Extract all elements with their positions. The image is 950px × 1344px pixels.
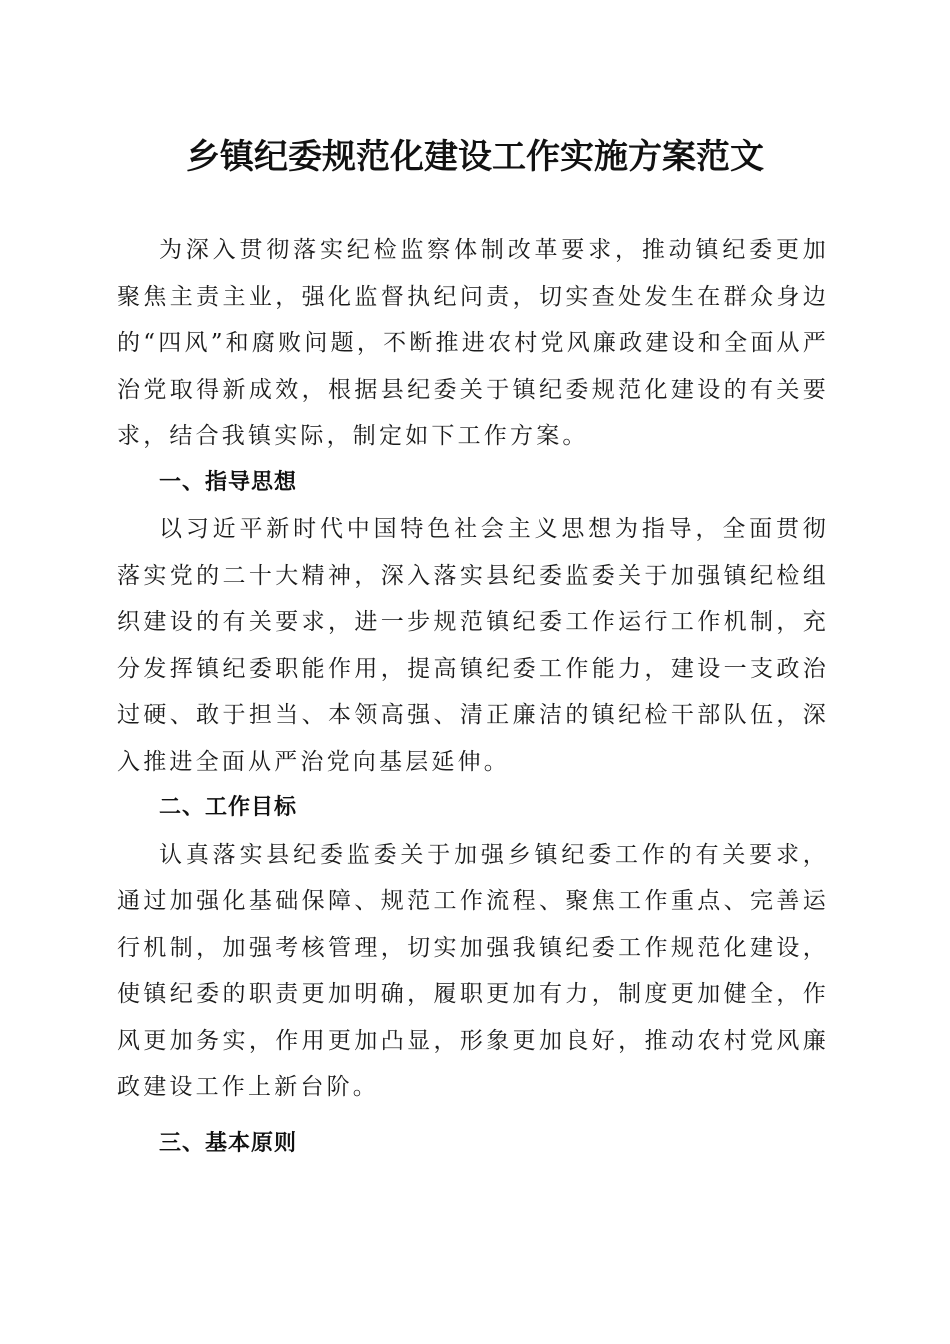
section-body-work-goals: 认真落实县纪委监委关于加强乡镇纪委工作的有关要求，通过加强化基础保障、规范工作流程、聚焦工作重点、完善运行机制，加强考核管理，切实加强我镇纪委工作规范化建设，使镇纪委的职责更加明确，履职更加有力，制度更加健全，作风更加务实，作用更加凸显，形象更加良好，推动农村党风廉政建设工作上新台阶。 — [117, 841, 829, 1100]
section-body-guiding-ideology: 以习近平新时代中国特色社会主义思想为指导，全面贯彻落实党的二十大精神，深入落实县纪委监委关于加强镇纪检组织建设的有关要求，进一步规范镇纪委工作运行工作机制，充分发挥镇纪委职能作用，提高镇纪委工作能力，建设一支政治过硬、敢于担当、本领高强、清正廉洁的镇纪检干部队伍，深入推进全面从严治党向基层延伸。 — [117, 516, 829, 775]
section-heading-work-goals: 二、工作目标 — [159, 795, 298, 820]
document-title: 乡镇纪委规范化建设工作实施方案范文 — [186, 137, 764, 177]
document-body — [117, 227, 829, 1167]
intro-paragraph: 为深入贯彻落实纪检监察体制改革要求，推动镇纪委更加聚焦主责主业，强化监督执纪问责，切实查处发生在群众身边的“四风”和腐败问题，不断推进农村党风廉政建设和全面从严治党取得新成效，根据县纪委关于镇纪委规范化建设的有关要求，结合我镇实际，制定如下工作方案。 — [117, 237, 829, 449]
section-heading-guiding-ideology: 一、指导思想 — [159, 469, 298, 495]
section-heading-basic-principles: 三、基本原则 — [159, 1130, 298, 1156]
